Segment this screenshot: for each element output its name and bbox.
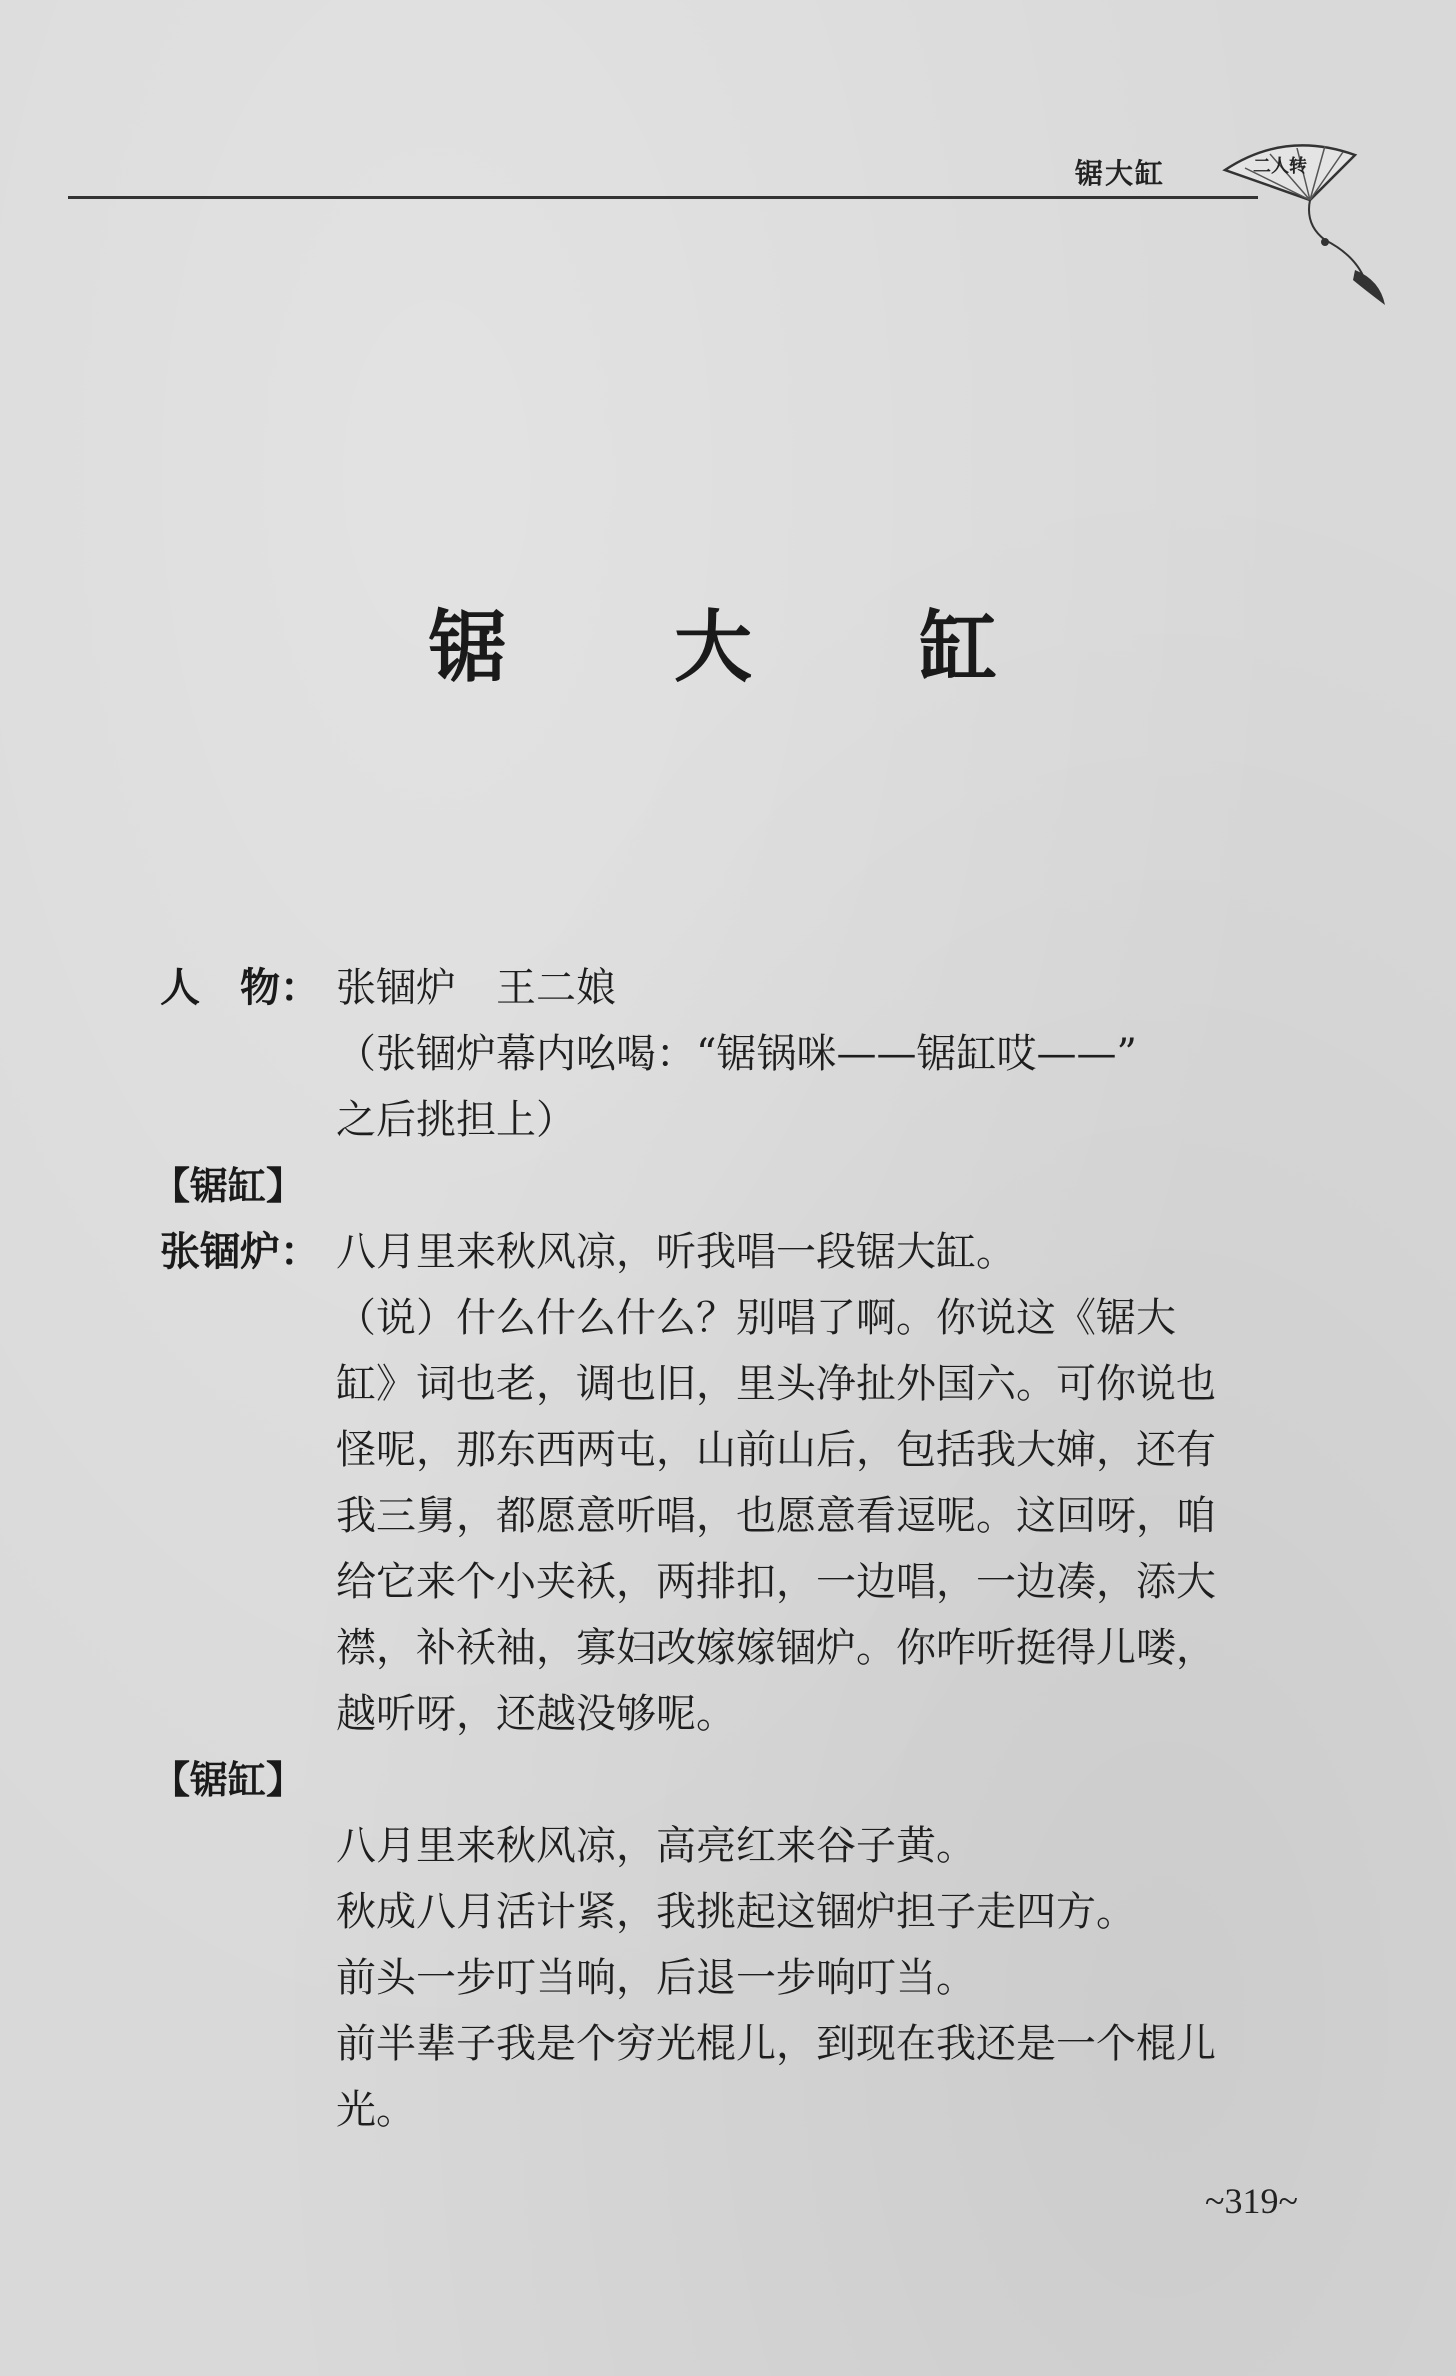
verse-line: 怪呢，那东西两屯，山前山后，包括我大婶，还有 (336, 1427, 1216, 1473)
characters-names: 张锢炉 王二娘 (336, 965, 616, 1011)
verse-line: 光。 (336, 2087, 416, 2133)
characters-label: 人 物： (160, 965, 320, 1011)
verse-line: 前半辈子我是个穷光棍儿，到现在我还是一个棍儿 (336, 2021, 1216, 2067)
stage-note-line: （张锢炉幕内吆喝：“锯锅咪——锯缸哎——” (336, 1031, 1137, 1077)
verse-line: （说）什么什么什么？别唱了啊。你说这《锯大 (336, 1295, 1176, 1341)
fan-label: 二人转 (1253, 156, 1307, 177)
verse-line: 八月里来秋风凉，听我唱一段锯大缸。 (336, 1229, 1016, 1275)
page-number: ~319~ (1205, 2181, 1298, 2221)
stage-note-line: 之后挑担上） (336, 1097, 576, 1143)
speaker-name: 张锢炉： (160, 1229, 320, 1275)
tune-marker: 【锯缸】 (152, 1164, 305, 1208)
running-header-title: 锯大缸 (1075, 157, 1166, 190)
verse-line: 越听呀，还越没够呢。 (336, 1691, 736, 1737)
verse-line: 秋成八月活计紧，我挑起这锢炉担子走四方。 (336, 1889, 1136, 1935)
verse-line: 八月里来秋风凉，高亮红来谷子黄。 (336, 1823, 976, 1869)
tune-marker: 【锯缸】 (152, 1758, 305, 1802)
fan-ornament-icon (1215, 130, 1395, 310)
verse-line: 前头一步叮当响，后退一步响叮当。 (336, 1955, 976, 2001)
verse-line: 襟，补袄袖，寡妇改嫁嫁锢炉。你咋听挺得儿喽， (336, 1625, 1216, 1671)
header-rule (68, 196, 1258, 199)
page-title: 锯 大 缸 (428, 603, 1068, 693)
verse-line: 给它来个小夹袄，两排扣，一边唱，一边凑，添大 (336, 1559, 1216, 1605)
verse-line: 我三舅，都愿意听唱，也愿意看逗呢。这回呀，咱 (336, 1493, 1216, 1539)
verse-line: 缸》词也老，调也旧，里头净扯外国六。可你说也 (336, 1361, 1216, 1407)
